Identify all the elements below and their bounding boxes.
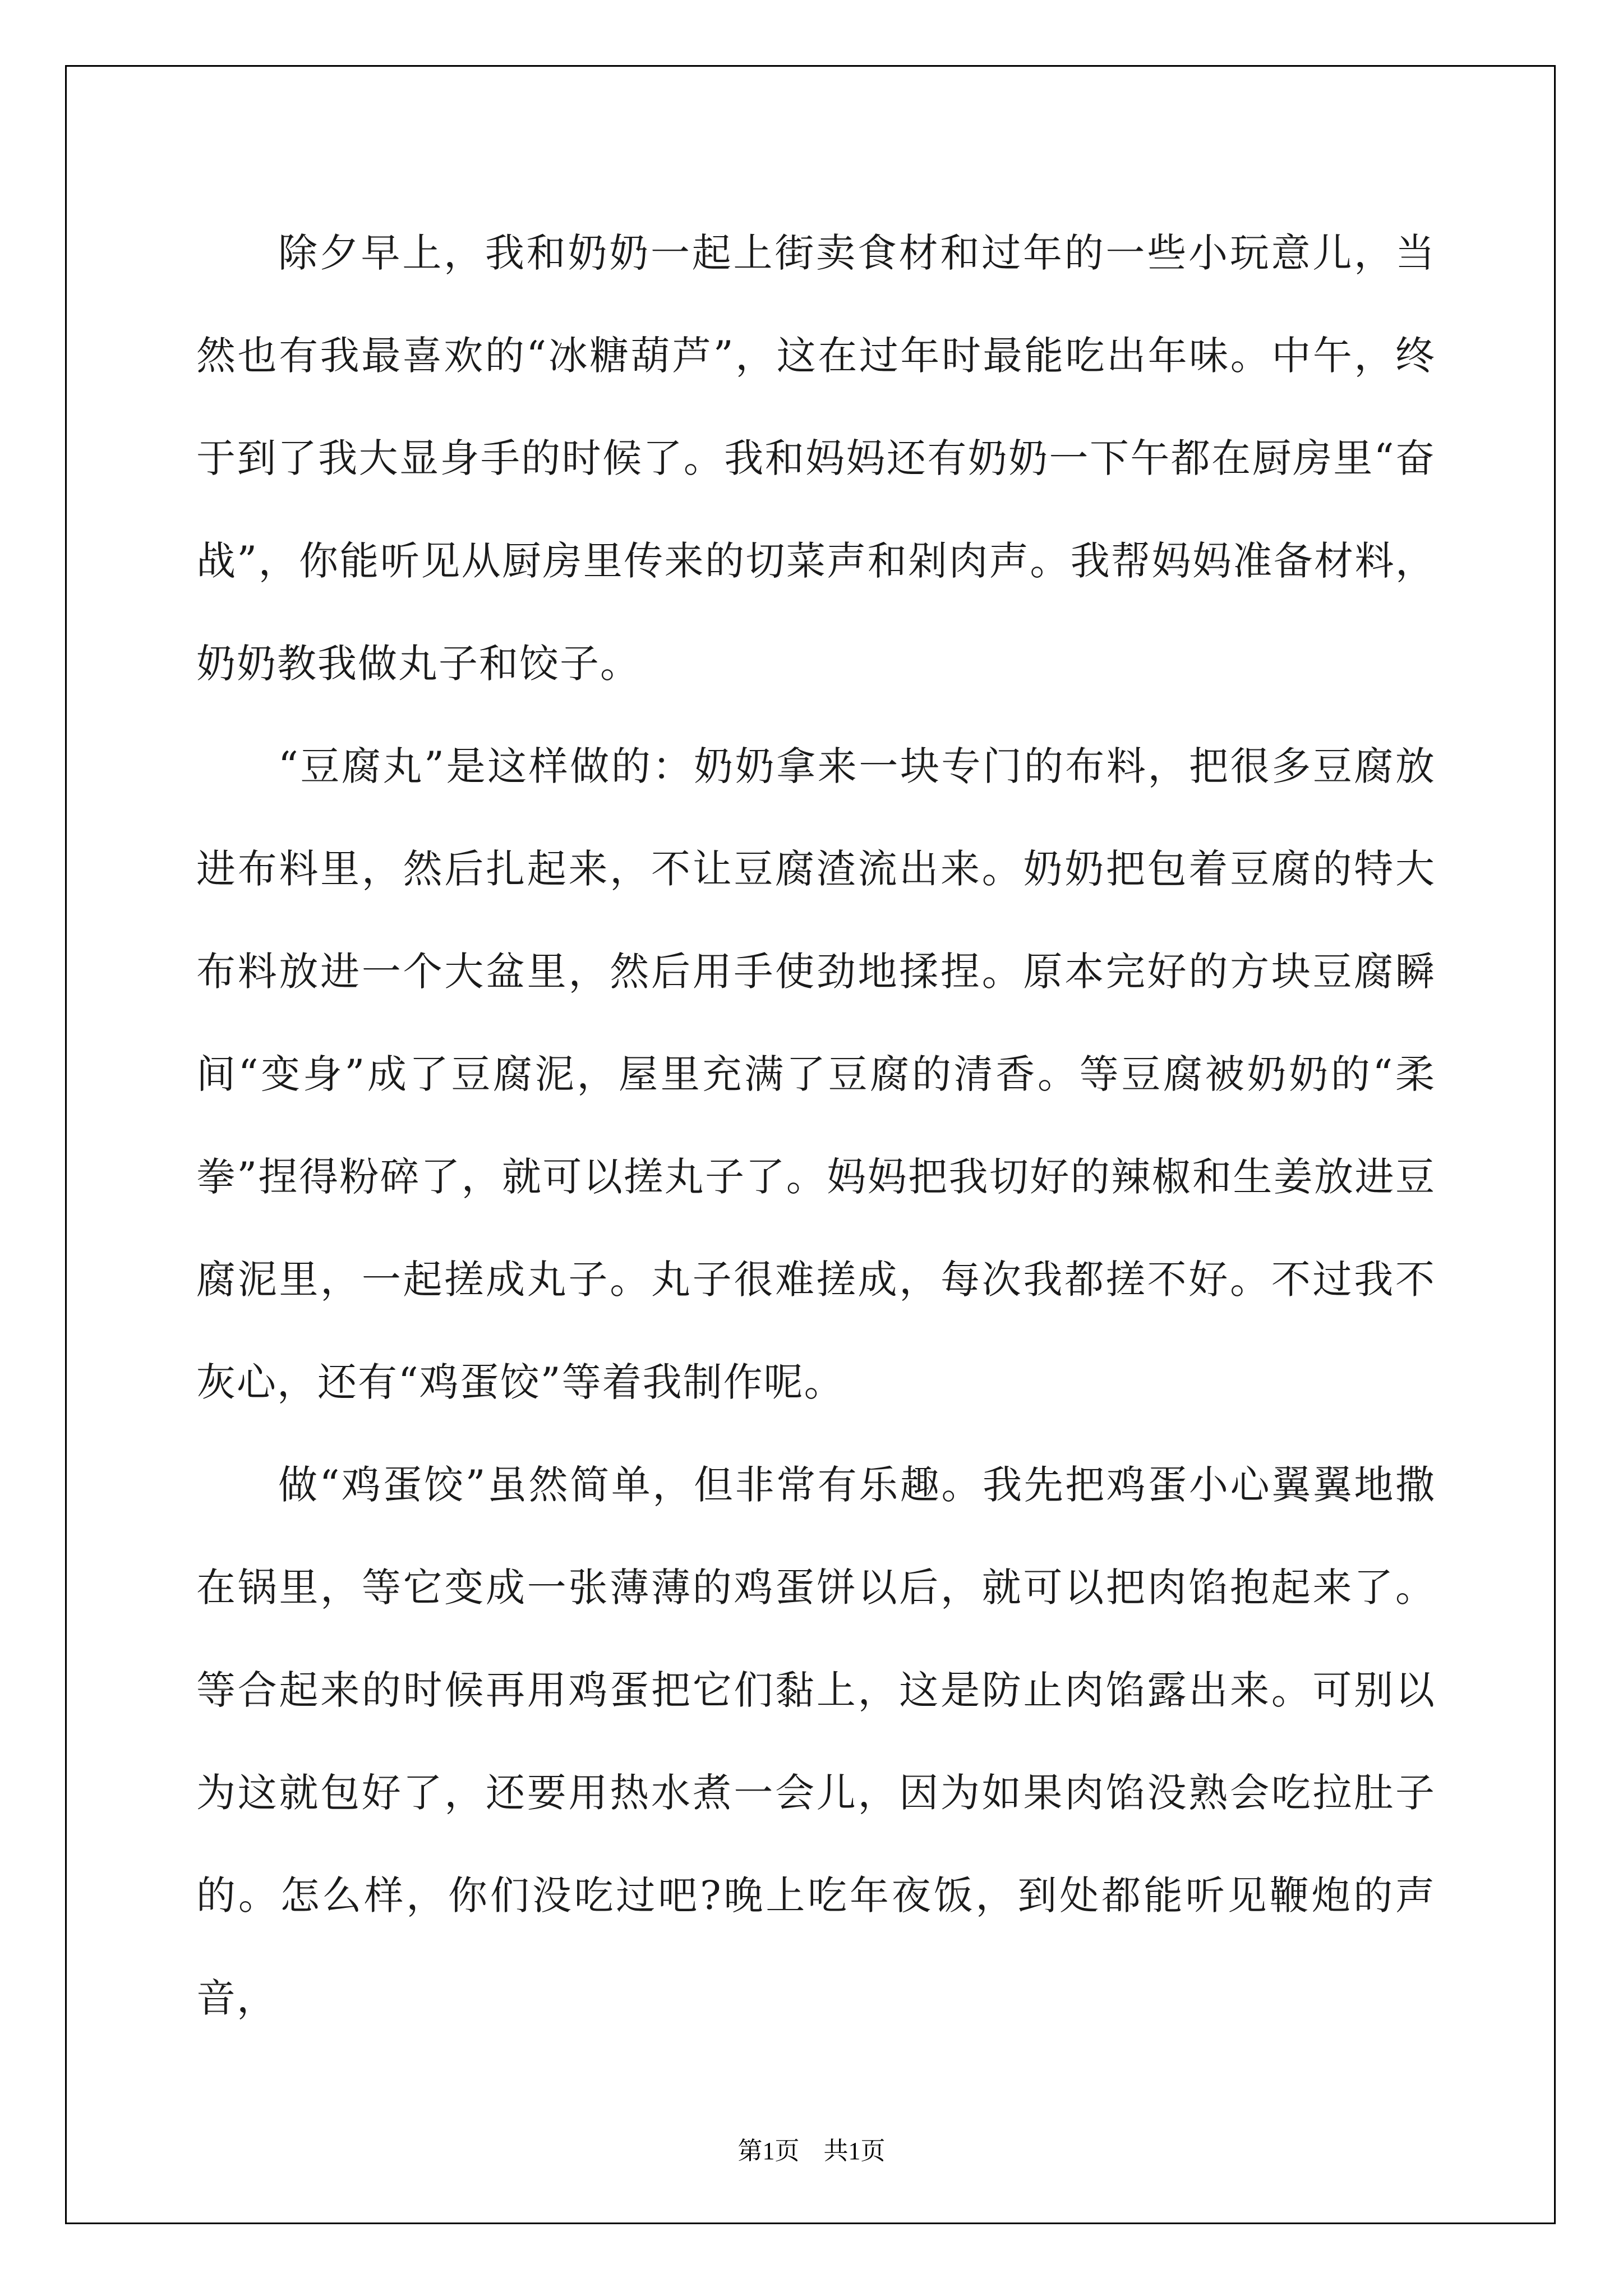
paragraph-1: 除夕早上，我和奶奶一起上街卖食材和过年的一些小玩意儿，当然也有我最喜欢的“冰糖葫芦”，这在过年时最能吃出年味。中午，终于到了我大显身手的时候了。我和妈妈还有奶奶一下午都在厨房里“奋战”，你能听见从厨房里传来的切菜声和剁肉声。我帮妈妈准备材料，奶奶教我做丸子和饺子。 <box>196 230 1436 687</box>
paragraph-2: “豆腐丸”是这样做的：奶奶拿来一块专门的布料，把很多豆腐放进布料里，然后扎起来，不让豆腐渣流出来。奶奶把包着豆腐的特大布料放进一个大盆里，然后用手使劲地揉捏。原本完好的方块豆腐瞬间“变身”成了豆腐泥，屋里充满了豆腐的清香。等豆腐被奶奶的“柔拳”捏得粉碎了，就可以搓丸子了。妈妈把我切好的辣椒和生姜放进豆腐泥里，一起搓成丸子。丸子很难搓成，每次我都搓不好。不过我不灰心，还有“鸡蛋饺”等着我制作呢。 <box>196 743 1436 1405</box>
page-footer <box>0 2131 1623 2166</box>
paragraph-3: 做“鸡蛋饺”虽然简单，但非常有乐趣。我先把鸡蛋小心翼翼地撒在锅里，等它变成一张薄薄的鸡蛋饼以后，就可以把肉馅抱起来了。等合起来的时候再用鸡蛋把它们黏上，这是防止肉馅露出来。可别以为这就包好了，还要用热水煮一会儿，因为如果肉馅没熟会吃拉肚子的。怎么样，你们没吃过吧?晚上吃年夜饭，到处都能听见鞭炮的声音， <box>196 1462 1436 2021</box>
page-number-total: 共1页 <box>823 2137 886 2165</box>
document-body <box>196 202 1436 2050</box>
page-number-current: 第1页 <box>737 2137 800 2165</box>
